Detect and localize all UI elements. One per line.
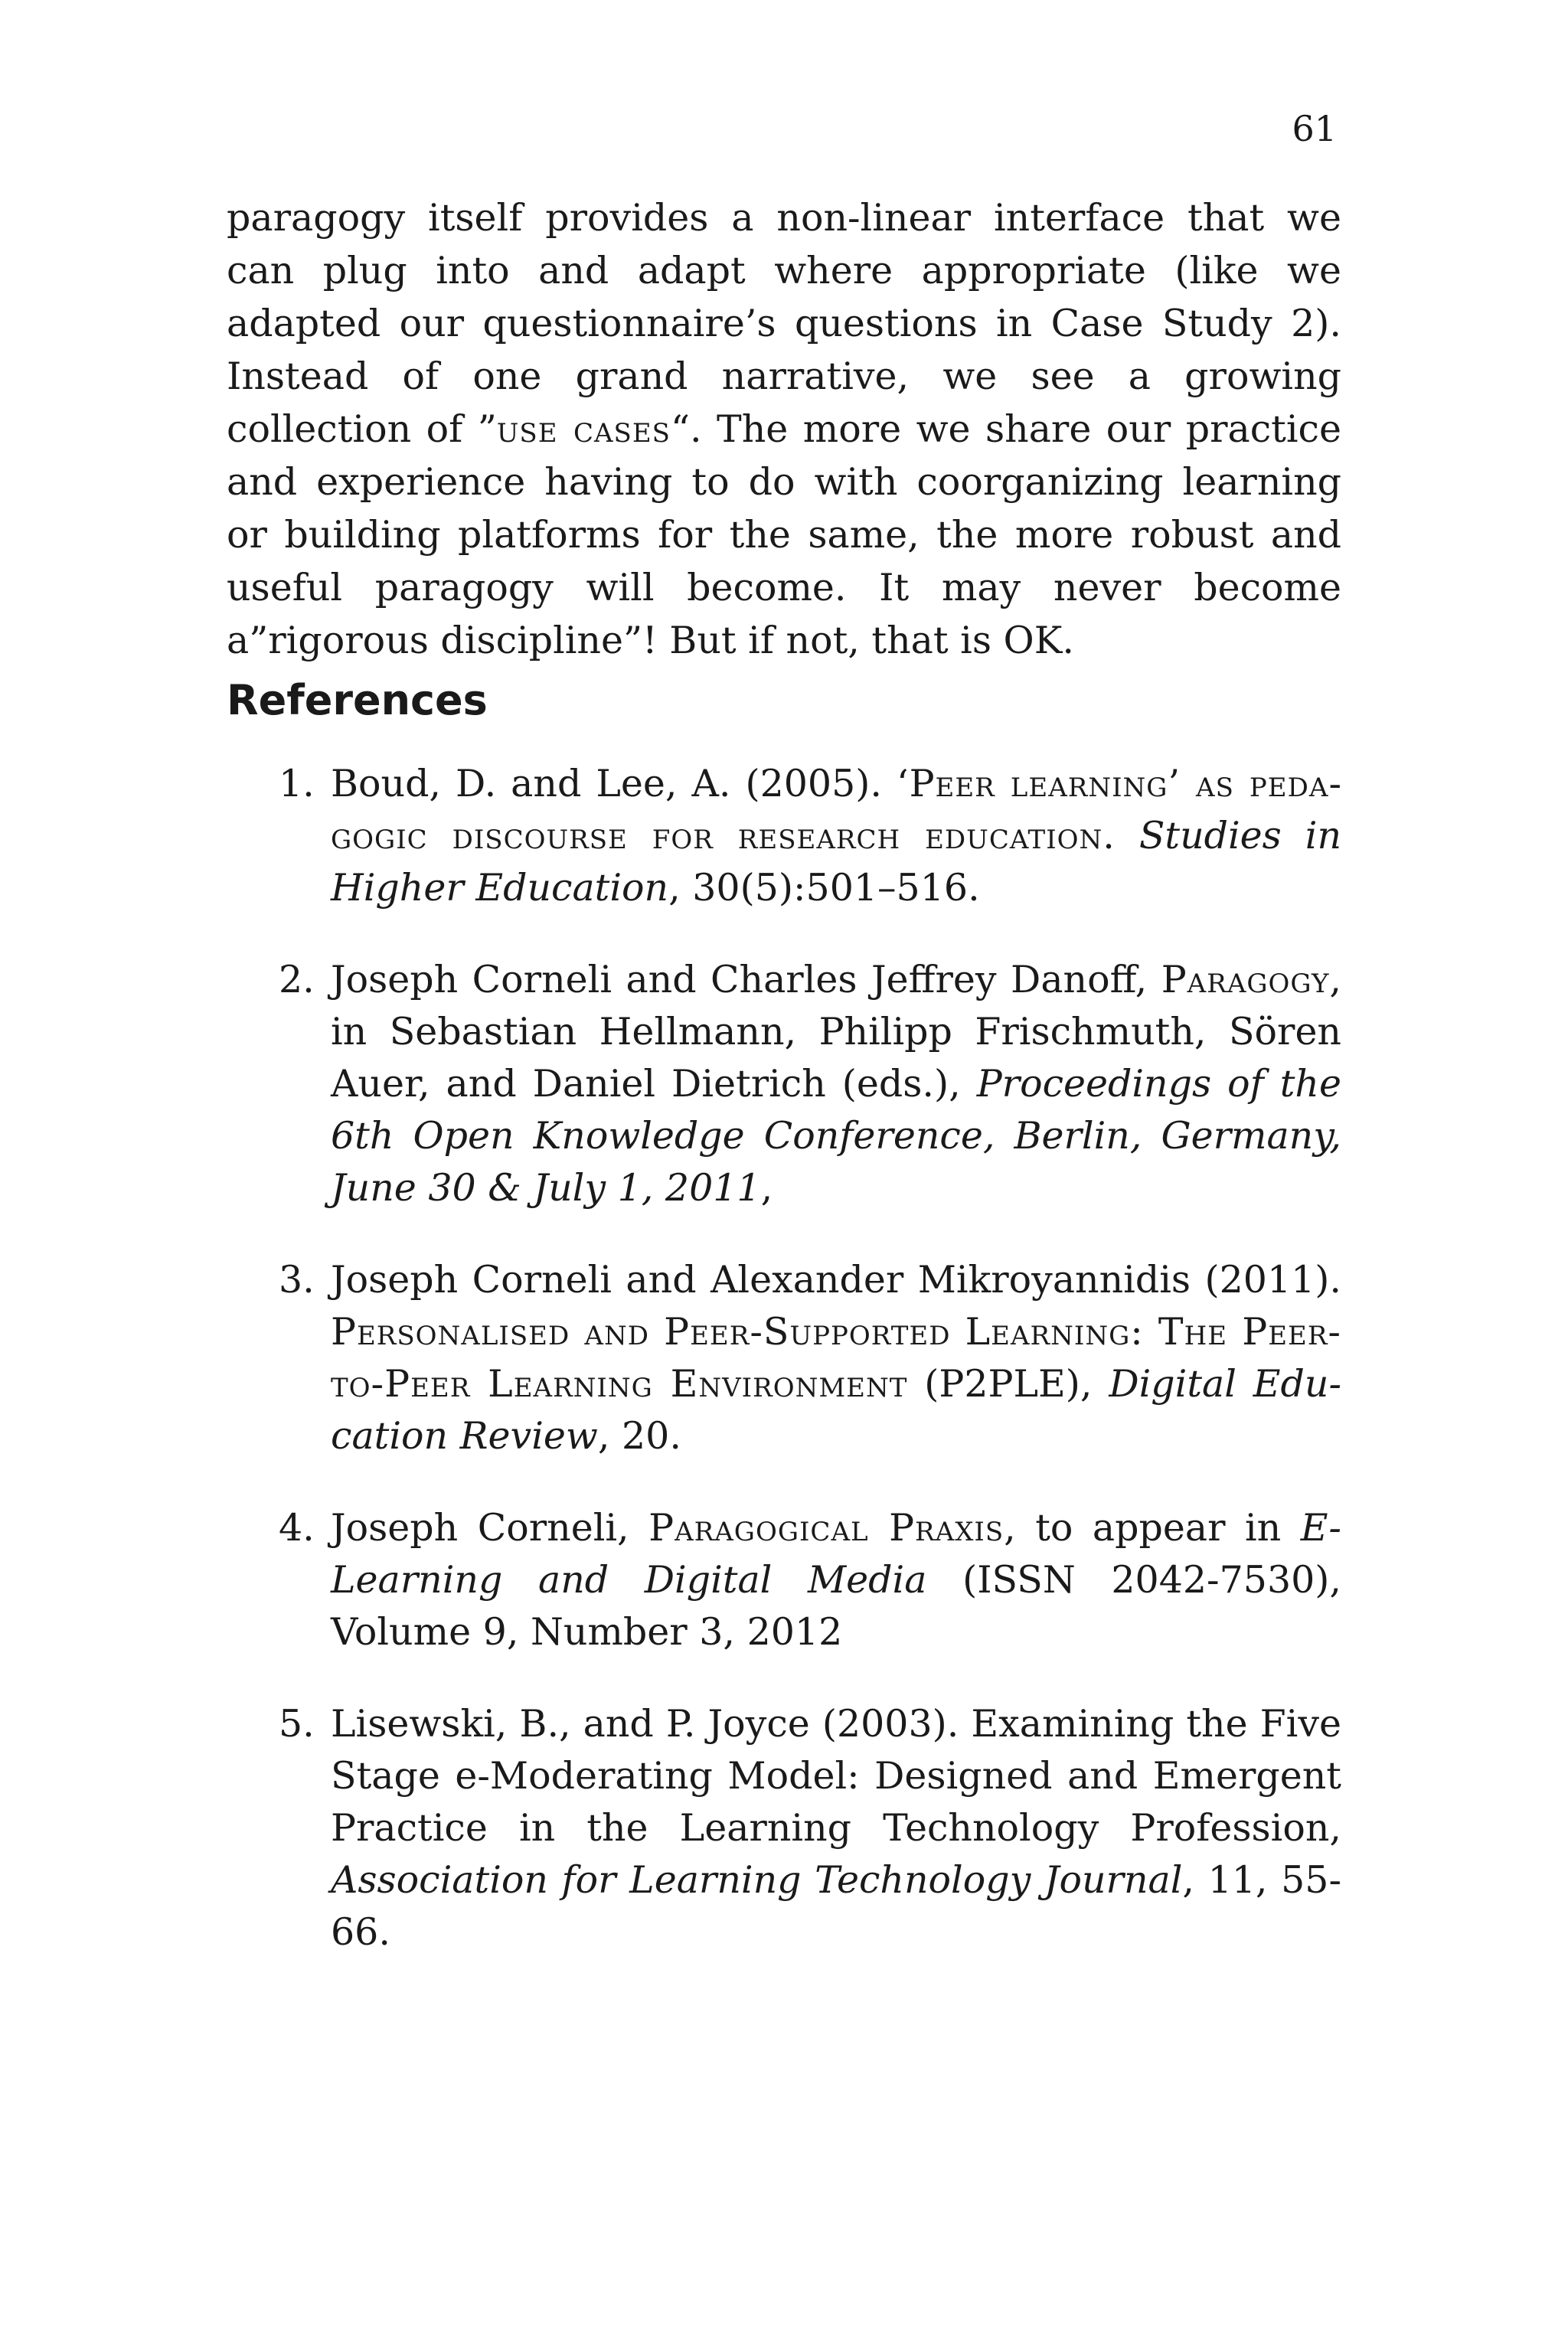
reference-text [1116,814,1139,858]
reference-title: Personalised and Peer-Supported Learning: The Peer-to-Peer Learning Environment [331,1310,1341,1406]
reference-body [331,762,1341,910]
reference-text: , 30(5):501–516. [668,866,980,910]
body-paragraph [227,191,1341,667]
reference-item [227,758,1341,914]
reference-body [331,1506,1341,1654]
reference-text: , to appear in [1004,1506,1301,1550]
reference-source: Digital Education Review [331,1362,1342,1458]
body-text-part-1: paragogy itself provides a non-linear interface that we can plug into and adapt where appropriate (like we adapted our questionnaire’s questions in Case Study 2). Instead of one grand narrative, we see a growing collection of ” [227,196,1341,451]
reference-title: ‘Peer learning’ as pedagogic discourse for research education. [331,762,1341,858]
reference-item [227,954,1341,1214]
reference-source: Association for Learning Technology Journal [331,1858,1183,1902]
reference-text: (P2PLE), [907,1362,1109,1406]
reference-title: Paragogy [1161,958,1330,1001]
reference-item [227,1698,1341,1958]
reference-text: Joseph Corneli and Charles Jeffrey Danoff, [331,958,1161,1001]
page-number: 61 [1292,108,1337,149]
reference-text: Lisewski, B., and P. Joyce (2003). Examining the Five Stage e-Moderating Model: Designed and Emergent Practice in the Learning Technology Profession, [331,1702,1341,1850]
reference-text: Joseph Corneli, [331,1506,649,1550]
reference-number: 4. [279,1506,315,1550]
reference-source: E-Learning and Digital Media [331,1506,1341,1602]
reference-text: , 20. [597,1414,681,1458]
reference-body [331,1258,1341,1458]
body-text-part-2: “. The more we share our practice and experience having to do with coorganizing learning or building platforms for the same, the more robust and useful paragogy will become. It may never become a”rigorous discipline”! But if not, that is OK. [227,407,1341,662]
reference-source: Proceedings of the 6th Open Knowledge Conference, Berlin, Germany, June 30 & July 1, 2011 [331,1062,1341,1210]
reference-text: (ISSN 2042-7530), Volume 9, Number 3, 2012 [331,1558,1341,1654]
reference-item [227,1502,1341,1658]
reference-body [331,1702,1341,1954]
reference-number: 3. [279,1258,315,1302]
reference-number: 2. [279,958,315,1001]
reference-text: Boud, D. and Lee, A. (2005). [331,762,897,805]
reference-text: , [760,1166,773,1210]
references-list [227,758,1341,1998]
reference-source: Studies in Higher Education [331,814,1342,910]
reference-body [331,958,1341,1210]
reference-text: , 11, 55-66. [331,1858,1341,1954]
reference-number: 5. [279,1702,315,1746]
body-text-small-caps: use cases [496,407,671,451]
reference-number: 1. [279,762,315,805]
reference-text: , in Sebastian Hellmann, Philipp Frischmuth, Sören Auer, and Daniel Dietrich (eds.), [331,958,1341,1106]
reference-title: Paragogical Praxis [648,1506,1004,1550]
reference-text: Joseph Corneli and Alexander Mikroyannidis (2011). [331,1258,1341,1302]
reference-item [227,1254,1341,1462]
references-heading: References [227,676,488,724]
